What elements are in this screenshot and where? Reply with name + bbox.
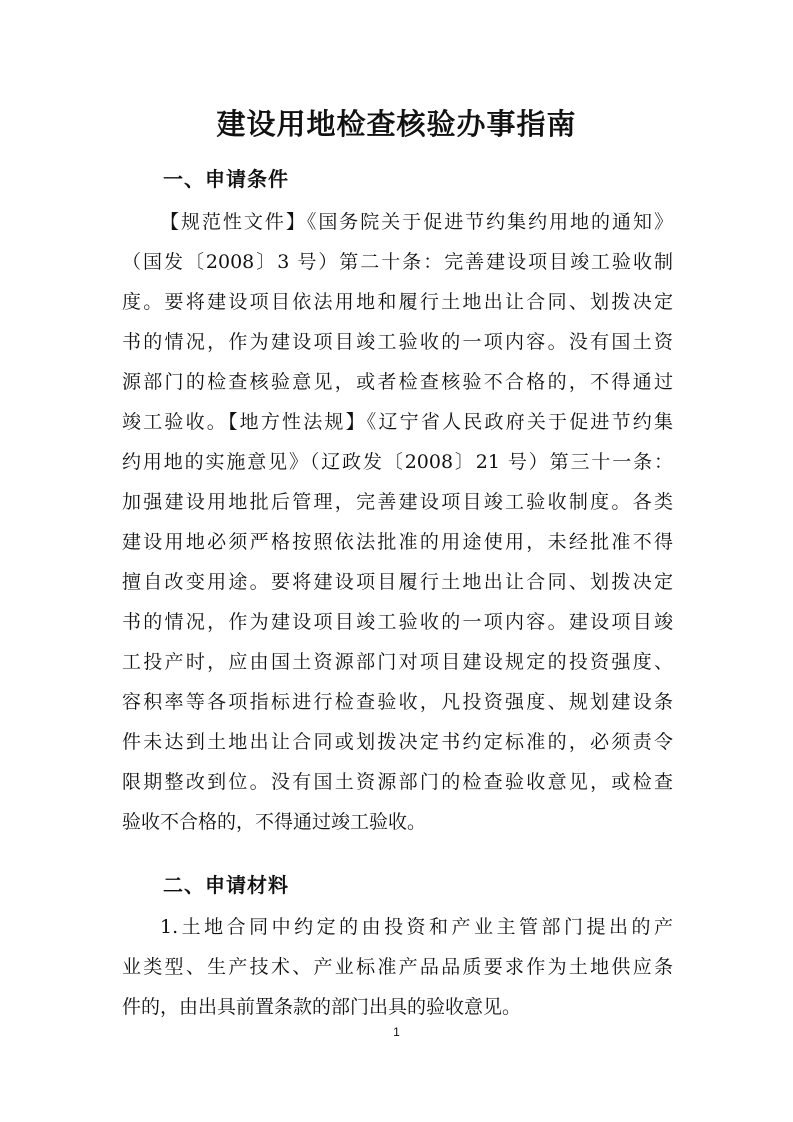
paragraph-line: 约用地的实施意见》（辽政发〔2008〕21 号）第三十一条： bbox=[122, 451, 673, 473]
paragraph-line: 件未达到土地出让合同或划拨决定书约定标准的，必须责令 bbox=[122, 731, 673, 753]
page-number: 1 bbox=[393, 1025, 400, 1039]
paragraph-line: 容积率等各项指标进行检查验收，凡投资强度、规划建设条 bbox=[122, 691, 673, 713]
paragraph-line: 限期整改到位。没有国土资源部门的检查验收意见，或检查 bbox=[122, 771, 673, 793]
paragraph-line: 件的，由出具前置条款的部门出具的验收意见。 bbox=[122, 996, 522, 1018]
paragraph-line: 书的情况，作为建设项目竣工验收的一项内容。没有国土资 bbox=[122, 331, 673, 353]
document-title: 建设用地检查核验办事指南 bbox=[216, 107, 577, 141]
section-heading-materials: 二、申请材料 bbox=[163, 873, 289, 897]
paragraph-line: 建设用地必须严格按照依法批准的用途使用，未经批准不得 bbox=[122, 531, 673, 553]
paragraph-line: 1.土地合同中约定的由投资和产业主管部门提出的产 bbox=[160, 916, 673, 938]
paragraph-line: （国发〔2008〕3 号）第二十条：完善建设项目竣工验收制 bbox=[122, 251, 673, 273]
paragraph-line: 竣工验收。【地方性法规】《辽宁省人民政府关于促进节约集 bbox=[122, 411, 673, 433]
paragraph-line: 源部门的检查核验意见，或者检查核验不合格的，不得通过 bbox=[122, 371, 673, 393]
paragraph-line: 加强建设用地批后管理，完善建设项目竣工验收制度。各类 bbox=[122, 491, 673, 513]
paragraph-line: 工投产时，应由国土资源部门对项目建设规定的投资强度、 bbox=[122, 651, 673, 673]
paragraph-line: 度。要将建设项目依法用地和履行土地出让合同、划拨决定 bbox=[122, 291, 673, 313]
paragraph-line: 书的情况，作为建设项目竣工验收的一项内容。建设项目竣 bbox=[122, 611, 673, 633]
paragraph-line: 擅自改变用途。要将建设项目履行土地出让合同、划拨决定 bbox=[122, 571, 673, 593]
paragraph-line: 验收不合格的，不得通过竣工验收。 bbox=[122, 811, 427, 833]
paragraph-line: 业类型、生产技术、产业标准产品品质要求作为土地供应条 bbox=[122, 956, 673, 978]
paragraph-line: 【规范性文件】《国务院关于促进节约集约用地的通知》 bbox=[160, 211, 673, 233]
section-heading-conditions: 一、申请条件 bbox=[163, 167, 289, 191]
